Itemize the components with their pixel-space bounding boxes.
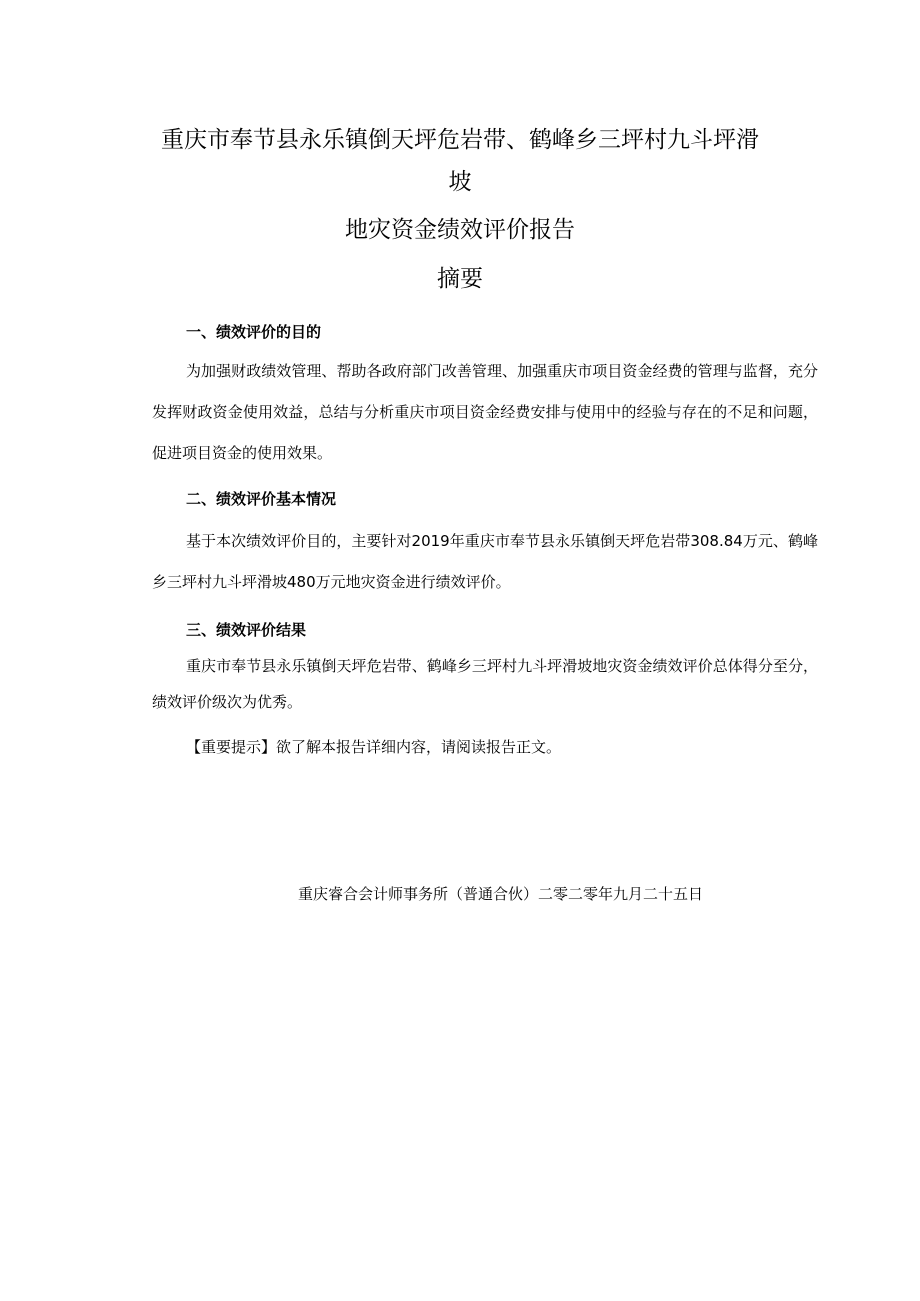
section-1-heading: 一、绩效评价的目的 xyxy=(186,323,322,341)
section-2-body: 基于本次绩效评价目的，主要针对2019年重庆市奉节县永乐镇倒天坪危岩带308.84万元、鹤峰乡三坪村九斗坪滑坡480万元地灾资金进行绩效评价。 xyxy=(152,532,818,591)
report-title-line-2: 坡 xyxy=(448,169,472,195)
report-title-line-1: 重庆市奉节县永乐镇倒天坪危岩带、鹤峰乡三坪村九斗坪滑 xyxy=(161,127,759,153)
abstract-heading: 摘要 xyxy=(437,266,483,292)
section-3-heading: 三、绩效评价结果 xyxy=(186,621,307,639)
signature-line: 重庆睿合会计师事务所（普通合伙）二零二零年九月二十五日 xyxy=(298,885,704,903)
section-1-body: 为加强财政绩效管理、帮助各政府部门改善管理、加强重庆市项目资金经费的管理与监督，充分发挥财政资金使用效益，总结与分析重庆市项目资金经费安排与使用中的经验与存在的不足和问题，促进项目资金的使用效果。 xyxy=(152,362,818,462)
important-notice: 【重要提示】欲了解本报告详细内容，请阅读报告正文。 xyxy=(186,738,562,756)
section-2-heading: 二、绩效评价基本情况 xyxy=(186,490,337,508)
section-3-body: 重庆市奉节县永乐镇倒天坪危岩带、鹤峰乡三坪村九斗坪滑坡地灾资金绩效评价总体得分至分，绩效评价级次为优秀。 xyxy=(152,657,818,711)
report-subtitle: 地灾资金绩效评价报告 xyxy=(345,217,575,243)
